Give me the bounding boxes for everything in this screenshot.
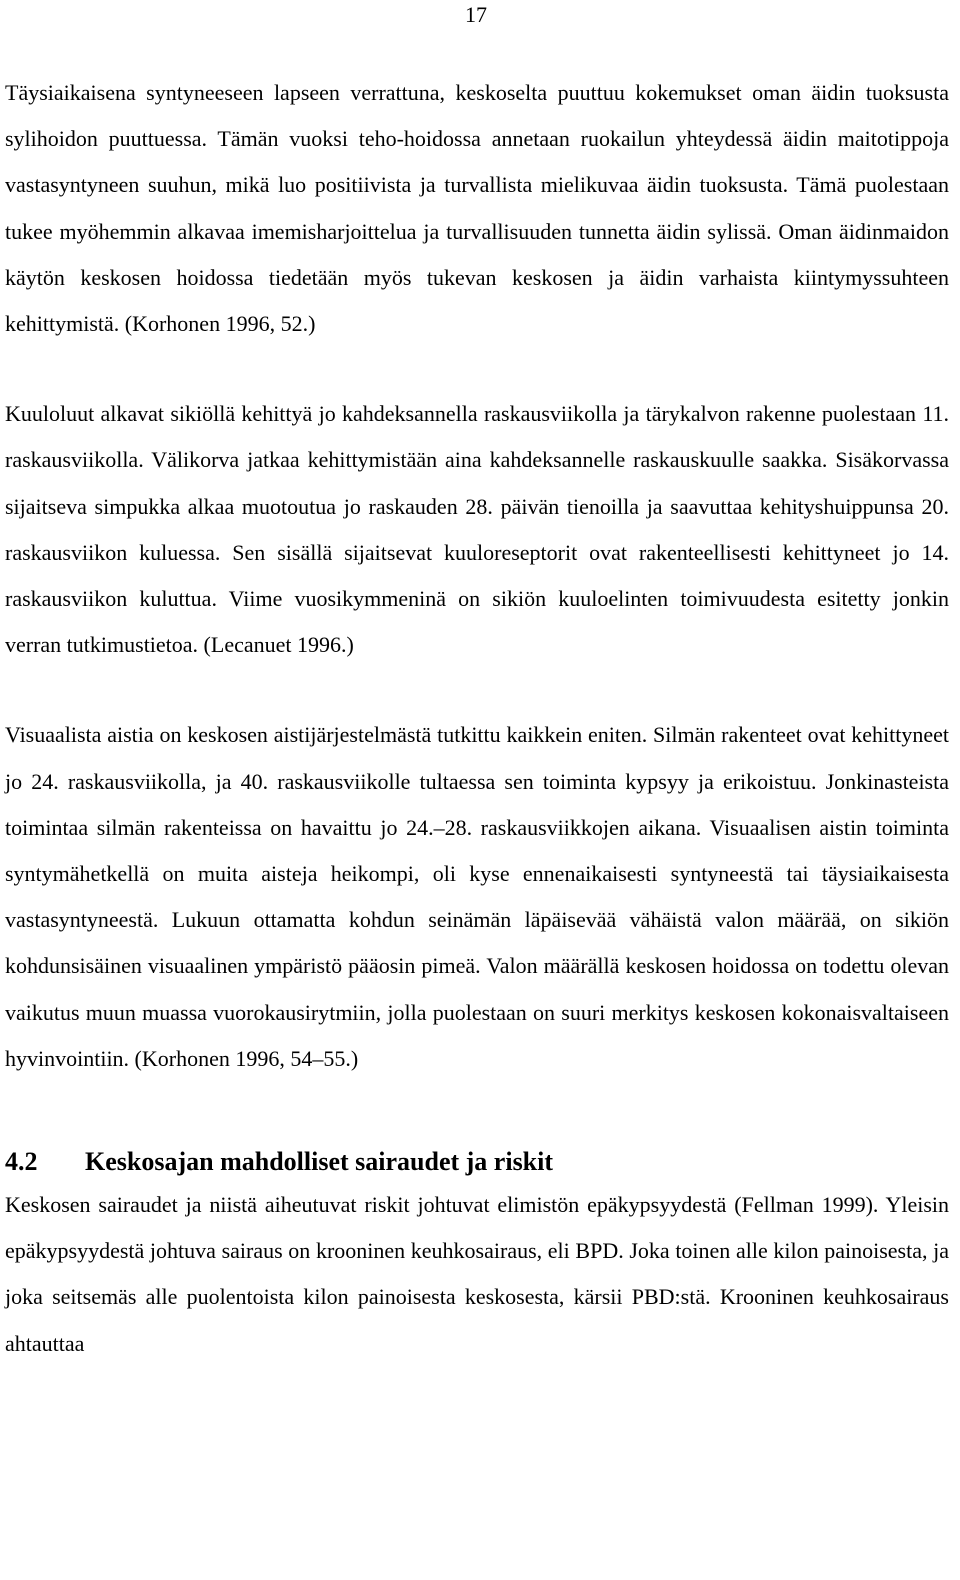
paragraph-2: Kuuloluut alkavat sikiöllä kehittyä jo kahdeksannella raskausviikolla ja tärykalvon rakenne puolestaan 11. raskausviikolla. Välikorva jatkaa kehittymistään aina kahdeksannelle raskauskuulle saakka. Sisäkorvassa sijaitseva simpukka alkaa muotoutua jo raskauden 28. päivän tienoilla ja saavuttaa kehityshuippunsa 20. raskausviikon kuluessa. Sen sisällä sijaitsevat kuuloreseptorit ovat rakenteellisesti kehittyneet jo 14. raskausviikon kuluttua. Viime vuosikymmeninä on sikiön kuuloelinten toimivuudesta esitetty jonkin verran tutkimustietoa. (Lecanuet 1996.) xyxy=(5,401,949,658)
section-number: 4.2 xyxy=(5,1147,38,1177)
section-paragraph: Keskosen sairaudet ja niistä aiheutuvat riskit johtuvat elimistön epäkypsyydestä (Fellman 1999). Yleisin epäkypsyydestä johtuva sairaus on krooninen keuhkosairaus, eli BPD. Joka toinen alle kilon painoisesta, ja joka seitsemäs alle puolentoista kilon painoisesta keskosesta, kärsii PBD:stä. Krooninen keuhkosairaus ahtauttaa xyxy=(5,1192,949,1356)
section-heading xyxy=(5,1142,949,1182)
paragraph-3: Visuaalista aistia on keskosen aistijärjestelmästä tutkittu kaikkein eniten. Silmän rakenteet ovat kehittyneet jo 24. raskausviikolla, ja 40. raskausviikolle tultaessa sen toiminta kypsyy ja erikoistuu. Jonkinasteista toimintaa silmän rakenteissa on havaittu jo 24.–28. raskausviikkojen aikana. Visuaalisen aistin toiminta syntymähetkellä on muita aisteja heikompi, oli kyse ennenaikaisesti syntyneestä tai täysiaikaisesta vastasyntyneestä. Lukuun ottamatta kohdun seinämän läpäisevää vähäistä valon määrää, on sikiön kohdunsisäinen visuaalinen ympäristö pääosin pimeä. Valon määrällä keskosen hoidossa on todettu olevan vaikutus muun muassa vuorokausirytmiin, jolla puolestaan on suuri merkitys keskosen kokonaisvaltaiseen hyvinvointiin. (Korhonen 1996, 54–55.) xyxy=(5,722,949,1071)
paragraph-spacer xyxy=(5,347,949,391)
paragraph-spacer xyxy=(5,668,949,712)
section-spacer xyxy=(5,1082,949,1142)
page-number: 17 xyxy=(465,2,487,27)
section-title: Keskosajan mahdolliset sairaudet ja riskit xyxy=(85,1147,554,1177)
document-body xyxy=(5,70,949,1367)
paragraph-1: Täysiaikaisena syntyneeseen lapseen verrattuna, keskoselta puuttuu kokemukset oman äidin tuoksusta sylihoidon puuttuessa. Tämän vuoksi teho-hoidossa annetaan ruokailun yhteydessä äidin maitotippoja vastasyntyneen suuhun, mikä luo positiivista ja turvallista mielikuvaa äidin tuoksusta. Tämä puolestaan tukee myöhemmin alkavaa imemisharjoittelua ja turvallisuuden tunnetta äidin sylissä. Oman äidinmaidon käytön keskosen hoidossa tiedetään myös tukevan keskosen ja äidin varhaista kiintymyssuhteen kehittymistä. (Korhonen 1996, 52.) xyxy=(5,80,949,337)
